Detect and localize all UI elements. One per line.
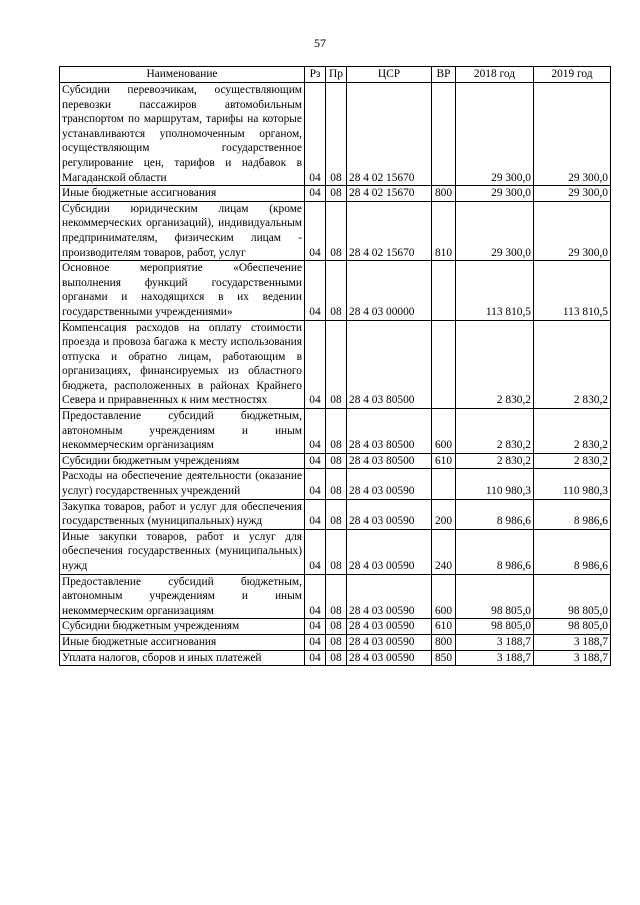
page-number: 57: [314, 36, 326, 50]
row-2018: 3 188,7: [456, 634, 534, 650]
row-2018: 113 810,5: [456, 261, 534, 320]
row-vr: 800: [432, 634, 456, 650]
row-rz: 04: [305, 529, 326, 574]
table-row: [60, 409, 611, 454]
header-vr: ВР: [432, 67, 456, 83]
row-2018: 2 830,2: [456, 320, 534, 409]
row-name: Основное мероприятие «Обеспечение выполнения функций государственными органами и находящихся в их ведении государственными учреждениями»: [60, 261, 305, 320]
row-name: Иные бюджетные ассигнования: [60, 634, 305, 650]
row-csr: 28 4 02 15670: [347, 186, 432, 202]
row-pr: 08: [326, 201, 347, 260]
row-2019: 29 300,0: [534, 186, 611, 202]
row-2019: 2 830,2: [534, 409, 611, 454]
row-csr: 28 4 03 00000: [347, 261, 432, 320]
row-rz: 04: [305, 186, 326, 202]
row-rz: 04: [305, 201, 326, 260]
table-row: [60, 320, 611, 409]
row-rz: 04: [305, 619, 326, 635]
row-name: Предоставление субсидий бюджетным, автономным учреждениям и иным некоммерческим организациям: [60, 574, 305, 619]
row-2019: 3 188,7: [534, 650, 611, 666]
row-2019: 2 830,2: [534, 453, 611, 469]
row-rz: 04: [305, 634, 326, 650]
row-name: Иные закупки товаров, работ и услуг для обеспечения государственных (муниципальных) нужд: [60, 529, 305, 574]
row-pr: 08: [326, 186, 347, 202]
row-vr: [432, 83, 456, 186]
row-csr: 28 4 03 80500: [347, 409, 432, 454]
row-2018: 29 300,0: [456, 83, 534, 186]
row-rz: 04: [305, 499, 326, 529]
row-vr: 200: [432, 499, 456, 529]
row-vr: 240: [432, 529, 456, 574]
row-rz: 04: [305, 320, 326, 409]
row-pr: 08: [326, 499, 347, 529]
row-csr: 28 4 03 80500: [347, 453, 432, 469]
row-2019: 8 986,6: [534, 499, 611, 529]
row-name: Субсидии бюджетным учреждениям: [60, 453, 305, 469]
row-2019: 98 805,0: [534, 574, 611, 619]
row-rz: 04: [305, 453, 326, 469]
row-rz: 04: [305, 83, 326, 186]
row-csr: 28 4 03 00590: [347, 634, 432, 650]
row-name: Иные бюджетные ассигнования: [60, 186, 305, 202]
row-vr: 850: [432, 650, 456, 666]
row-2019: 113 810,5: [534, 261, 611, 320]
row-rz: 04: [305, 469, 326, 499]
table-header-row: [60, 67, 611, 83]
header-csr: ЦСР: [347, 67, 432, 83]
row-pr: 08: [326, 529, 347, 574]
row-name: Уплата налогов, сборов и иных платежей: [60, 650, 305, 666]
row-vr: [432, 320, 456, 409]
row-vr: 810: [432, 201, 456, 260]
row-2019: 8 986,6: [534, 529, 611, 574]
row-csr: 28 4 03 00590: [347, 574, 432, 619]
row-2018: 29 300,0: [456, 201, 534, 260]
row-csr: 28 4 03 00590: [347, 469, 432, 499]
row-2019: 29 300,0: [534, 83, 611, 186]
table-row: [60, 83, 611, 186]
row-2019: 110 980,3: [534, 469, 611, 499]
row-vr: 600: [432, 574, 456, 619]
header-2019: 2019 год: [534, 67, 611, 83]
row-vr: [432, 261, 456, 320]
row-vr: 800: [432, 186, 456, 202]
row-2019: 29 300,0: [534, 201, 611, 260]
row-2018: 98 805,0: [456, 619, 534, 635]
row-2019: 2 830,2: [534, 320, 611, 409]
row-2018: 8 986,6: [456, 499, 534, 529]
row-csr: 28 4 03 00590: [347, 529, 432, 574]
table-row: [60, 634, 611, 650]
row-2018: 8 986,6: [456, 529, 534, 574]
row-pr: 08: [326, 574, 347, 619]
row-name: Субсидии бюджетным учреждениям: [60, 619, 305, 635]
table-body: [60, 83, 611, 666]
row-csr: 28 4 03 00590: [347, 619, 432, 635]
row-pr: 08: [326, 634, 347, 650]
row-pr: 08: [326, 453, 347, 469]
row-2018: 29 300,0: [456, 186, 534, 202]
table-row: [60, 453, 611, 469]
row-rz: 04: [305, 650, 326, 666]
row-name: Компенсация расходов на оплату стоимости проезда и провоза багажа к месту использования отпуска и обратно лицам, работающим в организациях, финансируемых из областного бюджета, расположенных в районах Крайнего Севера и приравненных к ним местностях: [60, 320, 305, 409]
table-row: [60, 650, 611, 666]
row-vr: [432, 469, 456, 499]
budget-table: [59, 66, 611, 666]
header-2018: 2018 год: [456, 67, 534, 83]
row-pr: 08: [326, 83, 347, 186]
row-name: Субсидии юридическим лицам (кроме некоммерческих организаций), индивидуальным предпринимателям, физическим лицам - производителям товаров, работ, услуг: [60, 201, 305, 260]
row-csr: 28 4 03 00590: [347, 499, 432, 529]
row-csr: 28 4 03 00590: [347, 650, 432, 666]
row-pr: 08: [326, 261, 347, 320]
row-pr: 08: [326, 409, 347, 454]
row-rz: 04: [305, 409, 326, 454]
row-csr: 28 4 02 15670: [347, 83, 432, 186]
row-rz: 04: [305, 261, 326, 320]
table-row: [60, 261, 611, 320]
row-2018: 2 830,2: [456, 409, 534, 454]
row-2018: 110 980,3: [456, 469, 534, 499]
header-rz: Рз: [305, 67, 326, 83]
row-csr: 28 4 03 80500: [347, 320, 432, 409]
row-2019: 98 805,0: [534, 619, 611, 635]
row-pr: 08: [326, 650, 347, 666]
row-csr: 28 4 02 15670: [347, 201, 432, 260]
table-row: [60, 469, 611, 499]
header-pr: Пр: [326, 67, 347, 83]
row-2018: 2 830,2: [456, 453, 534, 469]
table-row: [60, 499, 611, 529]
row-vr: 610: [432, 453, 456, 469]
row-2018: 3 188,7: [456, 650, 534, 666]
row-pr: 08: [326, 320, 347, 409]
row-2019: 3 188,7: [534, 634, 611, 650]
table-row: [60, 619, 611, 635]
row-vr: 610: [432, 619, 456, 635]
table-row: [60, 574, 611, 619]
row-name: Предоставление субсидий бюджетным, автономным учреждениям и иным некоммерческим организациям: [60, 409, 305, 454]
row-pr: 08: [326, 619, 347, 635]
row-name: Субсидии перевозчикам, осуществляющим перевозки пассажиров автомобильным транспортом по маршрутам, тарифы на которые устанавливаются уполномоченным органом, осуществляющим государственное регулирование цен, тарифов и надбавок в Магаданской области: [60, 83, 305, 186]
row-vr: 600: [432, 409, 456, 454]
row-name: Закупка товаров, работ и услуг для обеспечения государственных (муниципальных) нужд: [60, 499, 305, 529]
row-pr: 08: [326, 469, 347, 499]
table-row: [60, 186, 611, 202]
header-name: Наименование: [60, 67, 305, 83]
table-row: [60, 529, 611, 574]
table-row: [60, 201, 611, 260]
row-name: Расходы на обеспечение деятельности (оказание услуг) государственных учреждений: [60, 469, 305, 499]
row-2018: 98 805,0: [456, 574, 534, 619]
row-rz: 04: [305, 574, 326, 619]
